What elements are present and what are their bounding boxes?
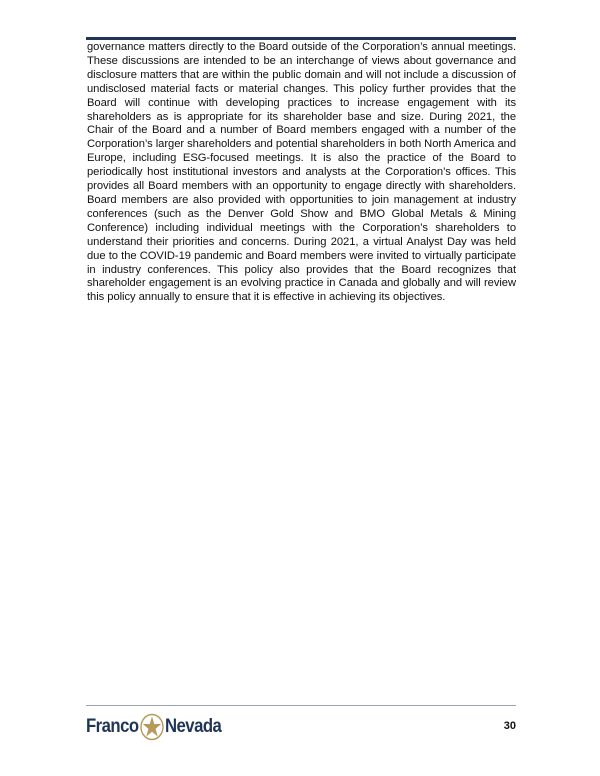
page-number: 30: [503, 720, 516, 732]
header-divider: [86, 37, 516, 40]
franco-nevada-logo: [86, 712, 221, 742]
footer-divider: [86, 705, 516, 706]
logo-text-nevada: Nevada: [164, 716, 222, 737]
star-icon: [139, 713, 164, 741]
body-paragraph: governance matters directly to the Board outside of the Corporation’s annual meetings. These discussions are intended to be an interchange of views about governance and disclosure matters that are within the public domain and will not include a discussion of undisclosed material facts or material changes. This policy further provides that the Board will continue with developing practices to increase engagement with its shareholders as is appropriate for its shareholder base and size. During 2021, the Chair of the Board and a number of Board members engaged with a number of the Corporation’s larger shareholders and potential shareholders in both North America and Europe, including ESG-focused meetings. It is also the practice of the Board to periodically host institutional investors and analysts at the Corporation’s offices. This provides all Board members with an opportunity to engage directly with shareholders. Board members are also provided with opportunities to join management at industry conferences (such as the Denver Gold Show and BMO Global Metals & Mining Conference) including individual meetings with the Corporation’s shareholders to understand their priorities and concerns. During 2021, a virtual Analyst Day was held due to the COVID-19 pandemic and Board members were invited to virtually participate in industry conferences. This policy also provides that the Board recognizes that shareholder engagement is an evolving practice in Canada and globally and will review this policy annually to ensure that it is effective in achieving its objectives.: [87, 41, 516, 304]
logo-text-franco: Franco: [86, 716, 139, 737]
